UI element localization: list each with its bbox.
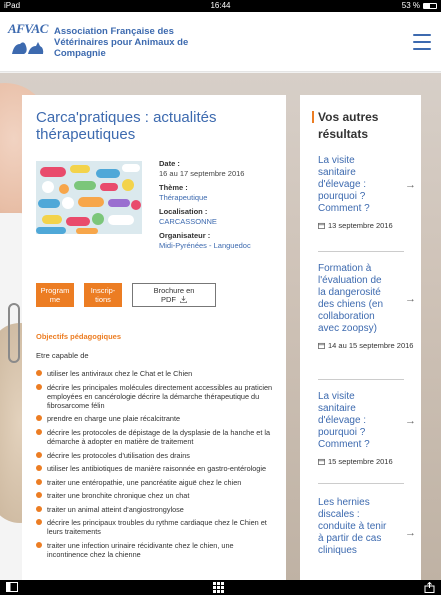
- afvac-logo[interactable]: [8, 22, 50, 62]
- organization-name[interactable]: Association Française des Vétérinaires pour Animaux de Compagnie: [54, 26, 189, 59]
- divider: [318, 483, 404, 484]
- result-date: [318, 341, 418, 350]
- calendar-icon: [318, 458, 325, 465]
- event-details: [159, 159, 283, 255]
- site-header: [0, 12, 441, 72]
- location-link[interactable]: CARCASSONNE: [159, 216, 217, 226]
- programme-button-label: Program me: [40, 286, 70, 304]
- result-date-text: 15 septembre 2016: [328, 457, 393, 466]
- chevron-right-icon[interactable]: →: [405, 415, 416, 427]
- divider: [318, 379, 404, 380]
- download-icon: [180, 296, 187, 303]
- list-item: traiter une infection urinaire récidivante chez le chien, une incontinence chez la chienne: [36, 541, 276, 559]
- divider: [318, 251, 404, 252]
- result-title[interactable]: Formation à l'évaluation de la dangerosité des chiens (en collaboration avec zoopsy): [318, 263, 384, 334]
- other-results-panel: [300, 95, 421, 583]
- organizer-label: Organisateur :: [159, 231, 211, 240]
- organizer-link[interactable]: Midi-Pyrénées - Languedoc: [159, 240, 251, 250]
- result-title[interactable]: La visite sanitaire d'élevage : pourquoi ? Comment ?: [318, 155, 370, 214]
- hamburger-menu-icon[interactable]: [413, 34, 431, 50]
- list-item: décrire les protocoles de dépistage de la dysplasie de la hanche et la démarche à adopter en matière de traitement: [36, 428, 276, 446]
- other-results-heading-text: Vos autres résultats: [318, 110, 379, 141]
- list-item: utiliser les antibiotiques de manière raisonnée en gastro-entérologie: [36, 464, 276, 473]
- theme-link[interactable]: Thérapeutique: [159, 192, 208, 202]
- objectives-heading: Objectifs pédagogiques: [36, 332, 122, 341]
- objectives-list: [36, 369, 276, 564]
- calendar-icon: [318, 222, 325, 229]
- objectives-intro: Etre capable de: [36, 351, 89, 360]
- pills-image: [36, 161, 142, 234]
- carrier-label: iPad: [4, 1, 21, 10]
- chevron-right-icon[interactable]: →: [405, 293, 416, 305]
- share-action-icon[interactable]: [424, 582, 435, 593]
- result-title[interactable]: La visite sanitaire d'élevage : pourquoi ? Comment ?: [318, 391, 370, 450]
- theme-label: Thème :: [159, 183, 188, 192]
- list-item: utiliser les antiviraux chez le Chat et le Chien: [36, 369, 276, 378]
- list-item: décrire les protocoles d'utilisation des drains: [36, 451, 276, 460]
- stethoscope-illustration: [8, 303, 20, 363]
- location-label: Localisation :: [159, 207, 208, 216]
- heading-accent-bar: [312, 111, 314, 123]
- result-item[interactable]: [318, 263, 418, 350]
- article-card: [22, 95, 286, 583]
- result-date: [318, 221, 418, 230]
- result-date-text: 14 au 15 septembre 2016: [328, 341, 414, 350]
- programme-button[interactable]: [36, 283, 74, 307]
- article-title: Carca'pratiques : actualités thérapeutiques: [36, 109, 217, 143]
- logo-text: AFVAC: [8, 21, 48, 36]
- status-bar: [0, 0, 441, 12]
- other-results-heading: [318, 109, 418, 143]
- result-item[interactable]: [318, 155, 418, 230]
- clock: 16:44: [210, 1, 231, 10]
- list-item: traiter une entéropathie, une pancréatite aiguë chez le chien: [36, 478, 276, 487]
- list-item: traiter une bronchite chronique chez un chat: [36, 491, 276, 500]
- result-item[interactable]: [318, 497, 418, 557]
- battery-indicator: [402, 0, 437, 12]
- battery-percent: 53 %: [401, 1, 420, 10]
- inscriptions-button[interactable]: [84, 283, 122, 307]
- list-item: décrire les principales molécules directement accessibles au praticien employées en cancérologie décrire la démarche thérapeutique du fibrosarcome félin: [36, 383, 276, 411]
- result-title[interactable]: Les hernies discales : conduite à tenir à partir de cas cliniques: [318, 497, 387, 556]
- brochure-button-label: Brochure en PDF: [153, 286, 195, 304]
- share-icon[interactable]: [6, 582, 18, 592]
- calendar-icon: [318, 342, 325, 349]
- chevron-right-icon[interactable]: →: [405, 179, 416, 191]
- list-item: prendre en charge une plaie récalcitrante: [36, 414, 276, 423]
- chevron-right-icon[interactable]: →: [405, 527, 416, 539]
- bottom-toolbar: [0, 580, 441, 595]
- pets-silhouette-icon: [10, 38, 46, 56]
- inscriptions-button-label: Inscrip- tions: [90, 286, 116, 304]
- date-label: Date :: [159, 159, 180, 168]
- list-item: décrire les principaux troubles du rythme cardiaque chez le Chien et leurs traitements: [36, 518, 276, 536]
- date-value: 16 au 17 septembre 2016: [159, 168, 245, 178]
- result-date-text: 13 septembre 2016: [328, 221, 393, 230]
- result-item[interactable]: [318, 391, 418, 466]
- brochure-pdf-button[interactable]: [132, 283, 216, 307]
- result-date: [318, 457, 418, 466]
- battery-icon: [423, 3, 437, 9]
- grid-icon[interactable]: [213, 582, 224, 593]
- list-item: traiter un animal atteint d'angiostrongylose: [36, 505, 276, 514]
